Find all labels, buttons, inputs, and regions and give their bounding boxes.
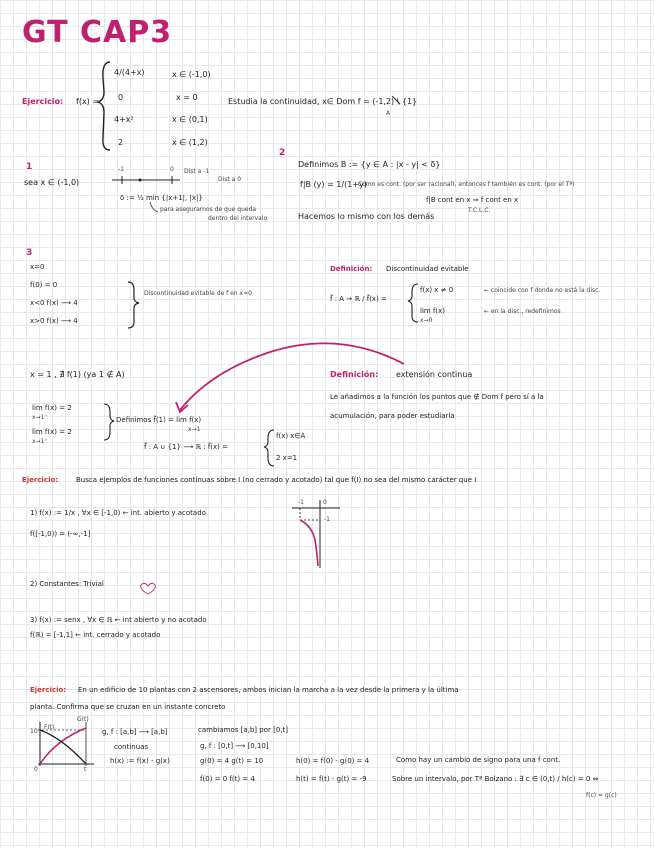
s3-line-1: x=0 — [30, 263, 45, 271]
section-number-2: 2 — [279, 148, 286, 158]
example-1: 1) f(x) := 1/x , ∀x ∈ [-1,0) ← int. abierto y acotado — [30, 509, 206, 517]
definimos-sub: x→1 — [188, 426, 201, 433]
dist-minus1-note: Dist a -1 — [184, 168, 210, 175]
s3-line-2: f(0) = 0 — [30, 281, 58, 289]
reciprocal-curve — [300, 520, 318, 566]
def1-case-1: f(x) x ≠ 0 — [420, 286, 454, 294]
axis-label-zero: 0 — [170, 166, 174, 173]
case-cond-4: x ∈ (1,2) — [172, 138, 208, 147]
tclc-label: T.C.L.C. — [468, 207, 491, 214]
case-expr-2: 0 — [118, 93, 124, 102]
graph-label-zero: 0 — [323, 499, 327, 506]
extended-function-def: f̃ : A → ℝ / f̃(x) = — [330, 295, 387, 303]
exercise-task: Estudia la continuidad, x∈ Dom f = (-1,2) \ {1} — [228, 97, 418, 106]
right-limit-sub: x→1⁺ — [32, 438, 48, 445]
task-subscript: A — [386, 110, 391, 117]
section-1-statement: sea x ∈ (-1,0) — [24, 178, 80, 187]
ex3-row3-d: Como hay un cambio de signo para una f cont. — [396, 756, 561, 764]
s3-line-3: x<0 f(x) ⟶ 4 — [30, 299, 78, 307]
page-title: GT CAP3 — [22, 15, 173, 50]
left-limit-sub: x→1⁻ — [32, 414, 48, 421]
dist-zero-note: Dist a 0 — [218, 176, 242, 183]
restricted-function: f|B (y) = 1/(1+y) — [300, 180, 367, 189]
removable-discontinuity-note: Discontinuidad evitable de f en x=0 — [144, 290, 252, 297]
exercise-3-text-1: En un edificio de 10 plantas con 2 ascensores, ambos inician la marcha a la vez desde la primera y la última — [78, 686, 459, 694]
piecewise-brace — [98, 62, 110, 150]
x1-case-2: 2 x=1 — [276, 454, 298, 462]
example-2: 2) Constantes: Trivial — [30, 580, 104, 588]
definition-body-1: Le añadimos a la función los puntos que ∉ Dom f pero sí a la — [330, 393, 544, 401]
exercise-label-2: Ejercicio: — [22, 476, 59, 484]
graph-label-minus1: -1 — [298, 499, 304, 506]
graph-y-10: 10 — [30, 728, 38, 735]
case-cond-1: x ∈ (-1,0) — [172, 70, 211, 79]
example-3: 3) f(x) := senx , ∀x ∈ ℝ ← int abierto y no acotado — [30, 616, 207, 624]
axis-label-minus1: -1 — [118, 166, 124, 173]
x1-case-1: f(x) x∈A — [276, 432, 306, 440]
extension-brace — [264, 430, 274, 466]
definition-title-2: extensión continua — [396, 370, 473, 379]
definition-title-1: Discontinuidad evitable — [386, 265, 469, 273]
exercise-2-text: Busca ejemplos de funciones continuas sobre I (no cerrado y acotado) tal que f(I) no sea del mismo carácter que I — [76, 476, 477, 484]
delta-note-2: dentro del intervalo — [208, 215, 268, 222]
def1-brace — [408, 284, 418, 322]
ex3-row4-b: f(0) = 0 f(t) = 4 — [200, 775, 255, 783]
heart-doodle — [141, 583, 156, 594]
delta-arrow — [150, 202, 158, 212]
example-1-image: f([-1,0)) = (-∞,-1] — [30, 530, 91, 538]
def1-case-2-note: ← en la disc., redefinimos — [484, 308, 561, 315]
continuity-note: Como es cont. (por ser racional), entonces f también es cont. (por el Tª) — [358, 181, 575, 188]
definition-body-2: acumulación, para poder estudiarla — [330, 412, 455, 420]
delta-note-1: para asegurarnos de que queda — [160, 206, 257, 213]
graph-x-0: 0 — [34, 766, 38, 773]
ex3-conclusion: f(c) = g(c) — [586, 792, 617, 799]
graph-label-y-minus1: -1 — [324, 516, 330, 523]
right-limit: lim f(x) = 2 — [32, 428, 72, 436]
ex3-row3-b: g(0) = 4 g(t) = 10 — [200, 757, 264, 765]
case-expr-4: 2 — [118, 138, 124, 147]
f-curve — [40, 730, 86, 764]
exercise-3-text-2: planta. Confirma que se cruzan en un instante concreto — [30, 703, 226, 711]
delta-definition: δ := ½ min {|x+1|, |x|} — [120, 194, 203, 202]
def1-case-2-sub: x→0 — [420, 317, 433, 324]
set-minus-mark — [392, 96, 400, 104]
ex3-row4-d: Sobre un intervalo, por Tª Bolzano : ∃ c ∈ (0,t) / h(c) = 0 ⇔ — [392, 775, 599, 783]
hacemos-lo-mismo: Hacemos lo mismo con los demás — [298, 212, 435, 221]
def1-case-2: lim f(x) — [420, 307, 446, 315]
ex3-row3-a: h(x) := f(x) - g(x) — [110, 757, 170, 765]
example-3-image: f(ℝ) = [-1,1] ← int. cerrado y acotado — [30, 631, 161, 639]
function-name: f(x) = — [76, 97, 100, 106]
definition-label-1: Definición: — [330, 265, 373, 273]
ex3-row1-a: g, f : [a,b] ⟶ [a,b] — [102, 728, 168, 736]
definimos-extension: Definimos f̃(1) = lim f(x) — [116, 416, 202, 424]
section-3-brace — [128, 282, 139, 328]
case-expr-3: 4+x² — [114, 115, 134, 124]
graph-f-label: F(t) — [44, 724, 55, 731]
extension-map: f̃ : A ∪ {1} ⟶ ℝ : f̃(x) = — [144, 443, 228, 451]
left-limit: lim f(x) = 2 — [32, 404, 72, 412]
x-equals-1-line: x = 1 , ∄ f(1) (ya 1 ∉ A) — [30, 370, 125, 379]
ex3-row4-c: h(t) = f(t) - g(t) = -9 — [296, 775, 367, 783]
graph-g-label: G(t) — [77, 716, 89, 723]
exercise-label: Ejercicio: — [22, 97, 64, 106]
ex3-row1-b: cambiamos [a,b] por [0,t] — [198, 726, 288, 734]
restriction-continuity: f|B cont en x ⇒ f cont en x — [426, 196, 519, 204]
ex3-row2-a: continuas — [114, 743, 149, 751]
ex3-row2-b: g, f : [0,t] ⟶ [0,10] — [200, 742, 269, 750]
graph-x-t: t — [84, 766, 87, 773]
case-expr-1: 4/(4+x) — [114, 68, 145, 77]
section-number-3: 3 — [26, 248, 33, 258]
definition-label-2: Definición: — [330, 370, 379, 379]
exercise-label-3: Ejercicio: — [30, 686, 67, 694]
case-cond-3: x ∈ (0,1) — [172, 115, 208, 124]
point-x — [139, 179, 142, 182]
def1-case-1-note: ← coincide con f donde no está la disc. — [484, 287, 601, 294]
define-b: Definimos B := {y ∈ A : |x - y| < δ} — [298, 160, 441, 169]
case-cond-2: x = 0 — [176, 93, 198, 102]
limits-brace — [104, 404, 114, 440]
s3-line-4: x>0 f(x) ⟶ 4 — [30, 317, 78, 325]
ex3-row3-c: h(0) = f(0) - g(0) = 4 — [296, 757, 370, 765]
link-arrow — [180, 343, 404, 410]
section-number-1: 1 — [26, 162, 33, 172]
